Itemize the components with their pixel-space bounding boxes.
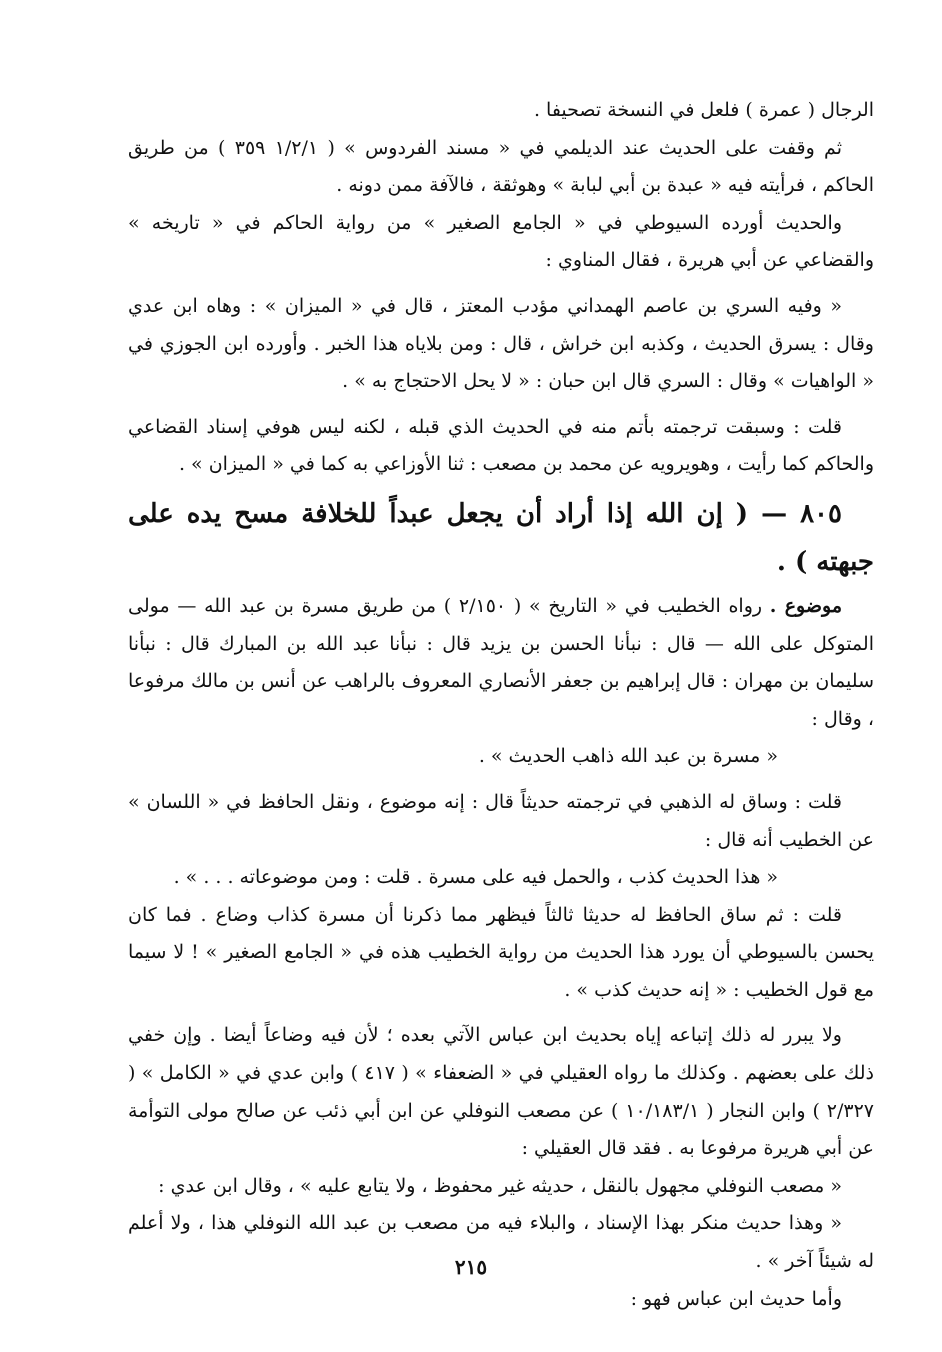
quote-uqayli: « مصعب النوفلي مجهول بالنقل ، حديثه غير محفوظ ، ولا يتابع عليه » ، وقال ابن عدي : [158, 1174, 842, 1197]
page-number: ٢١٥ [454, 1255, 488, 1279]
paragraph-mawdu [128, 588, 874, 738]
verdict-label: موضوع . [769, 594, 842, 617]
quote-khatib: « مسرة بن عبد الله ذاهب الحديث » . [478, 745, 778, 768]
quote-lisan: « هذا الحديث كذب ، والحمل فيه على مسرة . قلت : ومن موضوعاته . . . » . [173, 866, 778, 889]
paragraph-continuation: الرجال ( عمرة ) فلعل في النسخة تصحيفا . [533, 99, 874, 121]
paragraph-suyuti: والحديث أورده السيوطي في « الجامع الصغير » من رواية الحاكم في « تاريخه » والقضاعي عن أبي هريرة ، فقال المناوي : [128, 211, 874, 272]
paragraph-dhahabi: قلت : وساق له الذهبي في ترجمته حديثاً قال : إنه موضوع ، ونقل الحافظ في « اللسان » عن الخطيب أنه قال : [128, 790, 874, 851]
body-text [128, 92, 874, 1318]
paragraph-final: وأما حديث ابن عباس فهو : [630, 1287, 842, 1310]
paragraph-qultu-2: قلت : ثم ساق الحافظ له حديثا ثالثاً فيظهر مما ذكرنا أن مسرة كذاب وضاع . فما كان يحسن بالسيوطي أن يورد هذا الحديث من رواية الخطيب هذه في « الجامع الصغير » ! لا سيما مع قول الخطيب : « إنه حديث كذب » . [128, 903, 874, 1001]
paragraph-qultu-1: قلت : وسبقت ترجمته بأتم منه في الحديث الذي قبله ، لكنه ليس هوفي إسناد القضاعي والحاكم كما رأيت ، وهويرويه عن محمد بن مصعب : ثنا الأوزاعي به كما في « الميزان » . [128, 415, 874, 476]
quote-ibn-adi: « وهذا حديث منكر بهذا الإسناد ، والبلاء فيه من مصعب بن عبد الله النوفلي هذا ، ولا أعلم له شيئاً آخر » . [128, 1212, 874, 1273]
quote-munawi: « وفيه السري بن عاصم الهمداني مؤدب المعتز ، قال في « الميزان » : وهاه ابن عدي وقال : يسرق الحديث ، وكذبه ابن خراش ، قال : ومن بلاياه هذا الخبر . وأورده ابن الجوزي في « الواهيات » وقال : السري قال ابن حبان : « لا يحل الاحتجاج به » . [128, 294, 874, 393]
paragraph-ibn-abbas: ولا يبرر له ذلك إتباعه إياه بحديث ابن عباس الآتي بعده ؛ لأن فيه وضاعاً أيضا . وإن خفي ذلك على بعضهم . وكذلك ما رواه العقيلي في « الضعفاء » ( ٤١٧ ) وابن عدي في « الكامل » ( ٢/٣٢٧ ) وابن النجار ( ١٠/١٨٣/١ ) عن مصعب النوفلي عن ابن أبي ذئب عن صالح مولى التوأمة عن أبي هريرة مرفوعا به . فقد قال العقيلي : [128, 1024, 874, 1160]
paragraph-mawdu-text: رواه الخطيب في « التاريخ » ( ٢/١٥٠ ) من طريق مسرة بن عبد الله — مولى المتوكل على الله — قال : نبأنا الحسن بن يزيد قال : نبأنا عبد الله بن المبارك قال : نبأنا سليمان بن مهران : قال إبراهيم بن جعفر الأنصاري المعروف بالراهب عن أنس بن مالك مرفوعا ، وقال : [128, 594, 874, 730]
paragraph-daylami: ثم وقفت على الحديث عند الديلمي في « مسند الفردوس » ( ١/٢/١ ٣٥٩ ) من طريق الحاكم ، فرأيته فيه « عبدة بن أبي لبابة » وهوثقة ، فالآفة ممن دونه . [128, 136, 874, 197]
hadith-heading-805: ٨٠٥ — ( إن الله إذا أراد أن يجعل عبداً للخلافة مسح يده على جبهته ) . [128, 498, 874, 577]
